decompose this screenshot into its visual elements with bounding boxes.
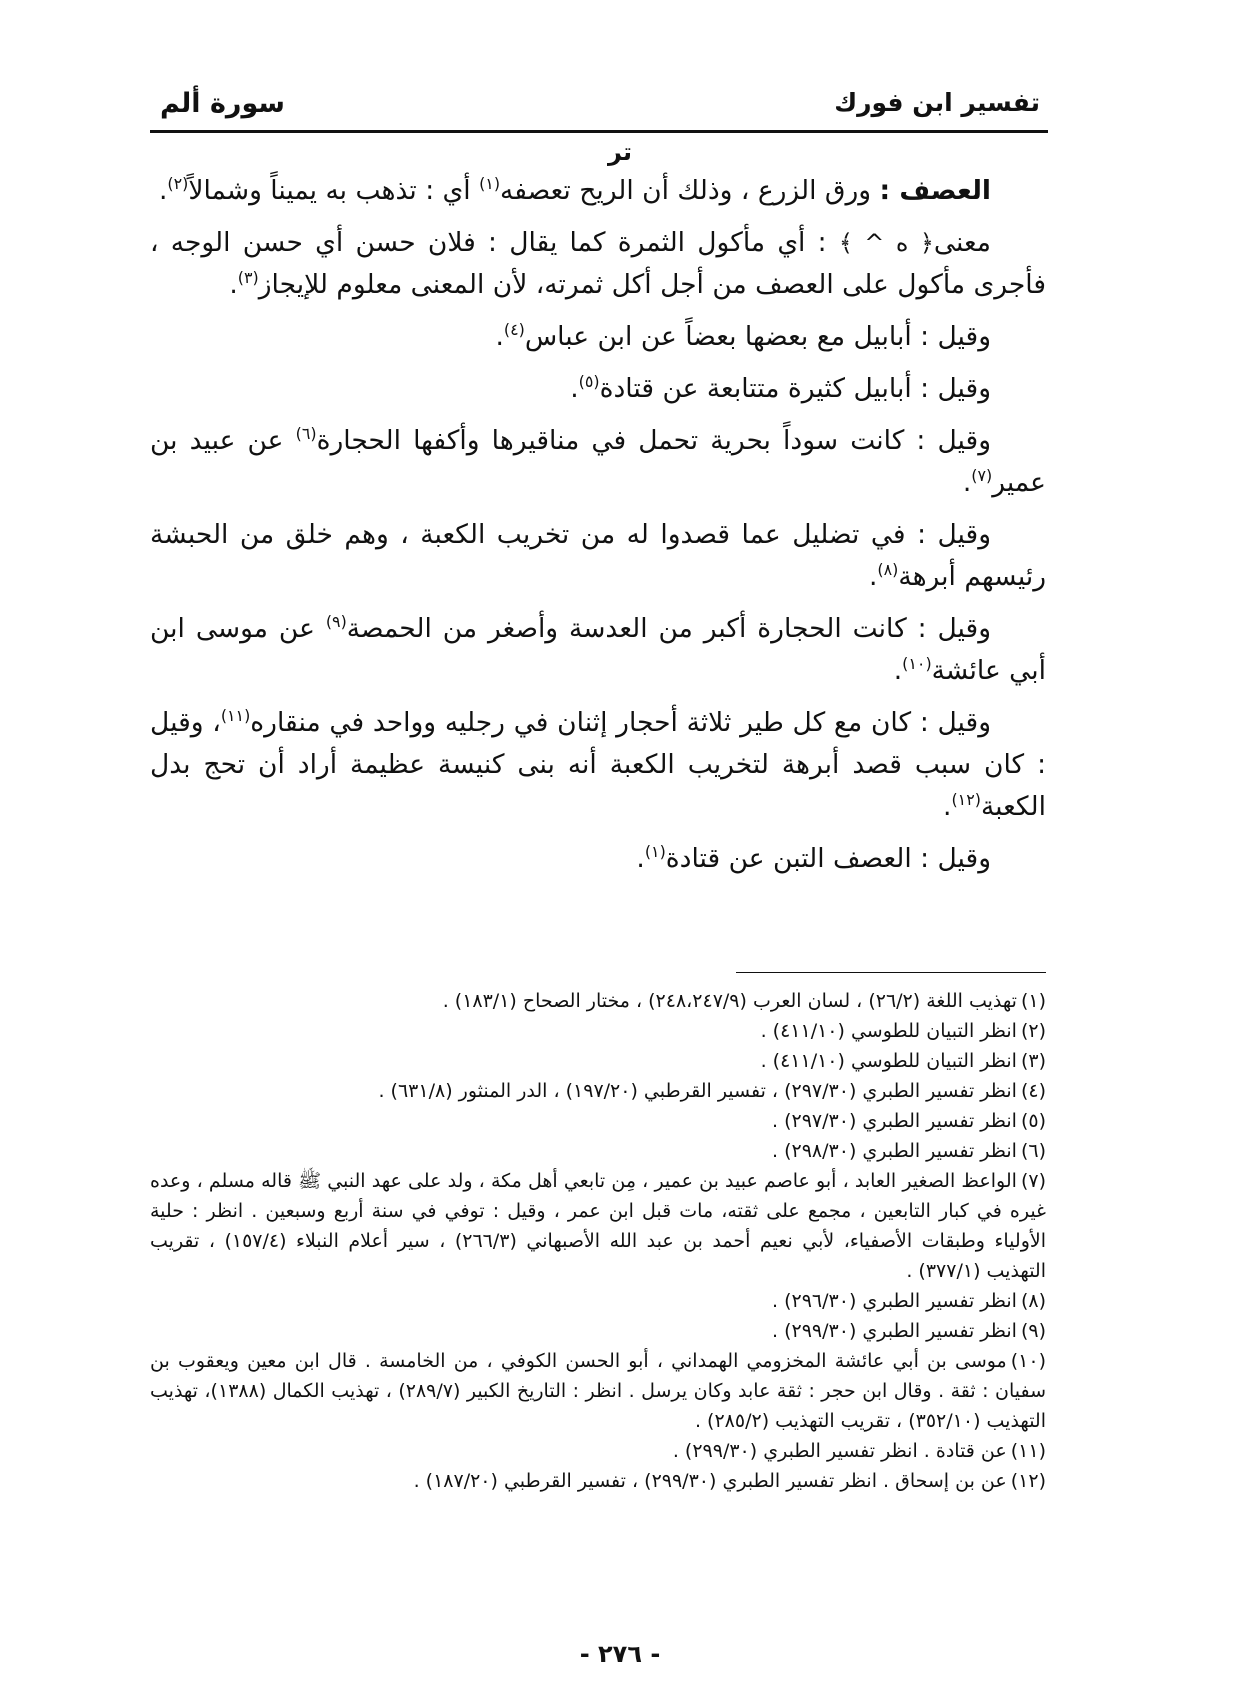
paragraph-4: وقيل : أبابيل كثيرة متتابعة عن قتادة$^{(٥)}$.	[570, 372, 991, 404]
footnote-ref[interactable]: (١٠)	[902, 654, 932, 674]
page-number: - ٢٧٦ -	[579, 1640, 661, 1668]
paragraph-5: وقيل : كانت سوداً بحرية تحمل في مناقيرها وأكفها الحجارة$^{(٦)}$ عن عبيد بن عمير$^{(٧)}$.	[150, 424, 1046, 498]
footnote-number: (١١)	[1010, 1440, 1046, 1462]
footnote-ref[interactable]: (٦)	[295, 424, 317, 444]
footnote-item: (٢)انظر التبيان للطوسي (٤١١/١٠) .	[760, 1020, 1046, 1042]
paragraph-1: العصف : ورق الزرع ، وذلك أن الريح تعصفه$^{(١)}$ أي : تذهب به يميناً وشمالاً$^{(٢)}$.	[158, 174, 991, 206]
footnote-number: (١٢)	[1010, 1470, 1046, 1492]
footnote-item: (٥)انظر تفسير الطبري (٢٩٧/٣٠) .	[772, 1110, 1046, 1132]
footnote-ref[interactable]: (٢)	[167, 174, 189, 194]
footnote-ref[interactable]: (٥)	[578, 372, 600, 392]
footnote-ref[interactable]: (٨)	[877, 560, 899, 580]
paragraph-9: وقيل : العصف التبن عن قتادة$^{(١)}$.	[636, 842, 991, 874]
footnote-number: (٦)	[1020, 1140, 1046, 1162]
footnote-number: (٥)	[1020, 1110, 1046, 1132]
footnote-item: (٨)انظر تفسير الطبري (٢٩٦/٣٠) .	[772, 1290, 1046, 1312]
footnote-ref[interactable]: (٩)	[325, 612, 347, 632]
paragraph-3: وقيل : أبابيل مع بعضها بعضاً عن ابن عباس$^{(٤)}$.	[495, 320, 991, 352]
footnote-ref[interactable]: (١)	[479, 174, 501, 194]
footnote-item: (٩)انظر تفسير الطبري (٢٩٩/٣٠) .	[772, 1320, 1046, 1342]
footnote-ref[interactable]: (٧)	[971, 466, 993, 486]
footnote-item: (٦)انظر تفسير الطبري (٢٩٨/٣٠) .	[772, 1140, 1046, 1162]
running-header	[150, 78, 1048, 133]
footnote-number: (٣)	[1020, 1050, 1046, 1072]
footnotes	[150, 986, 1046, 1496]
footnote-item: (٧)الواعظ الصغير العابد ، أبو عاصم عبيد بن عمير ، مِن تابعي أهل مكة ، ولد على عهد النبي ﷺ قاله مسلم ، وعده غيره في كبار التابعين ، مجمع على ثقته، مات قبل ابن عمر ، وقيل : توفي في سنة أربع وسبعين . انظر : حلية الأولياء وطبقات الأصفياء، لأبي نعيم أحمد بن عبد الله الأصبهاني (٢٦٦/٣) ، سير أعلام النبلاء (١٥٧/٤) ، تقريب التهذيب (٣٧٧/١) .	[150, 1170, 1046, 1282]
footnote-number: (١)	[1020, 990, 1046, 1012]
quran-verse-reference: ﴿ ه ^ ﴾	[838, 229, 934, 257]
footnote-number: (٢)	[1020, 1020, 1046, 1042]
footnote-ref[interactable]: (١٢)	[951, 790, 981, 810]
paragraph-8: وقيل : كان مع كل طير ثلاثة أحجار إثنان في رجليه وواحد في منقاره$^{(١١)}$، وقيل : كان سبب قصد أبرهة لتخريب الكعبة أنه بنى كنيسة عظيمة أراد أن تحج بدل الكعبة$^{(١٢)}$.	[150, 706, 1046, 822]
footnote-item: (١٠)موسى بن أبي عائشة المخزومي الهمداني ، أبو الحسن الكوفي ، من الخامسة . قال ابن معين ويعقوب بن سفيان : ثقة . وقال ابن حجر : ثقة عابد وكان يرسل . انظر : التاريخ الكبير (٢٨٩/٧) ، تهذيب الكمال (١٣٨٨)، تهذيب التهذيب (٣٥٢/١٠) ، تقريب التهذيب (٢٨٥/٢) .	[150, 1350, 1046, 1432]
footnote-ref[interactable]: (٣)	[237, 268, 259, 288]
footnote-number: (٤)	[1020, 1080, 1046, 1102]
footnote-item: (٤)انظر تفسير الطبري (٢٩٧/٣٠) ، تفسير القرطبي (١٩٧/٢٠) ، الدر المنثور (٦٣١/٨) .	[378, 1080, 1046, 1102]
footnote-number: (١٠)	[1010, 1350, 1046, 1372]
main-text	[150, 170, 1046, 890]
footnote-number: (٧)	[1020, 1170, 1046, 1192]
footnote-item: (٣)انظر التبيان للطوسي (٤١١/١٠) .	[760, 1050, 1046, 1072]
paragraph-7: وقيل : كانت الحجارة أكبر من العدسة وأصغر من الحمصة$^{(٩)}$ عن موسى ابن أبي عائشة$^{(١٠)}$.	[150, 612, 1046, 686]
term-heading: العصف :	[879, 175, 991, 206]
footnote-ref[interactable]: (٤)	[503, 320, 525, 340]
book-title: تفسير ابن فورك	[834, 88, 1040, 117]
footnote-item: (١٢)عن بن إسحاق . انظر تفسير الطبري (٢٩٩/٣٠) ، تفسير القرطبي (١٨٧/٢٠) .	[413, 1470, 1046, 1492]
footnote-number: (٨)	[1020, 1290, 1046, 1312]
paragraph-6: وقيل : في تضليل عما قصدوا له من تخريب الكعبة ، وهم خلق من الحبشة رئيسهم أبرهة$^{(٨)}$.	[150, 519, 1046, 592]
footnote-ref[interactable]: (١١)	[220, 706, 251, 726]
footnote-item: (١١)عن قتادة . انظر تفسير الطبري (٢٩٩/٣٠) .	[672, 1440, 1046, 1462]
surah-title: سورة ألم	[160, 88, 285, 119]
paragraph-2: معنى﴿ ه ^ ﴾ : أي مأكول الثمرة كما يقال : فلان حسن أي حسن الوجه ، فأجرى مأكول على العصف من أجل أكل ثمرته، لأن المعنى معلوم للإيجاز$^{(٣)}$.	[150, 227, 1046, 300]
footnote-item: (١)تهذيب اللغة (٢٦/٢) ، لسان العرب (٢٤٨،٢٤٧/٩) ، مختار الصحاح (١٨٣/١) .	[442, 990, 1046, 1012]
glyph-mark: تر	[608, 138, 632, 166]
footnote-ref[interactable]: (١)	[644, 842, 666, 862]
footnote-number: (٩)	[1020, 1320, 1046, 1342]
footnote-separator	[736, 972, 1046, 973]
